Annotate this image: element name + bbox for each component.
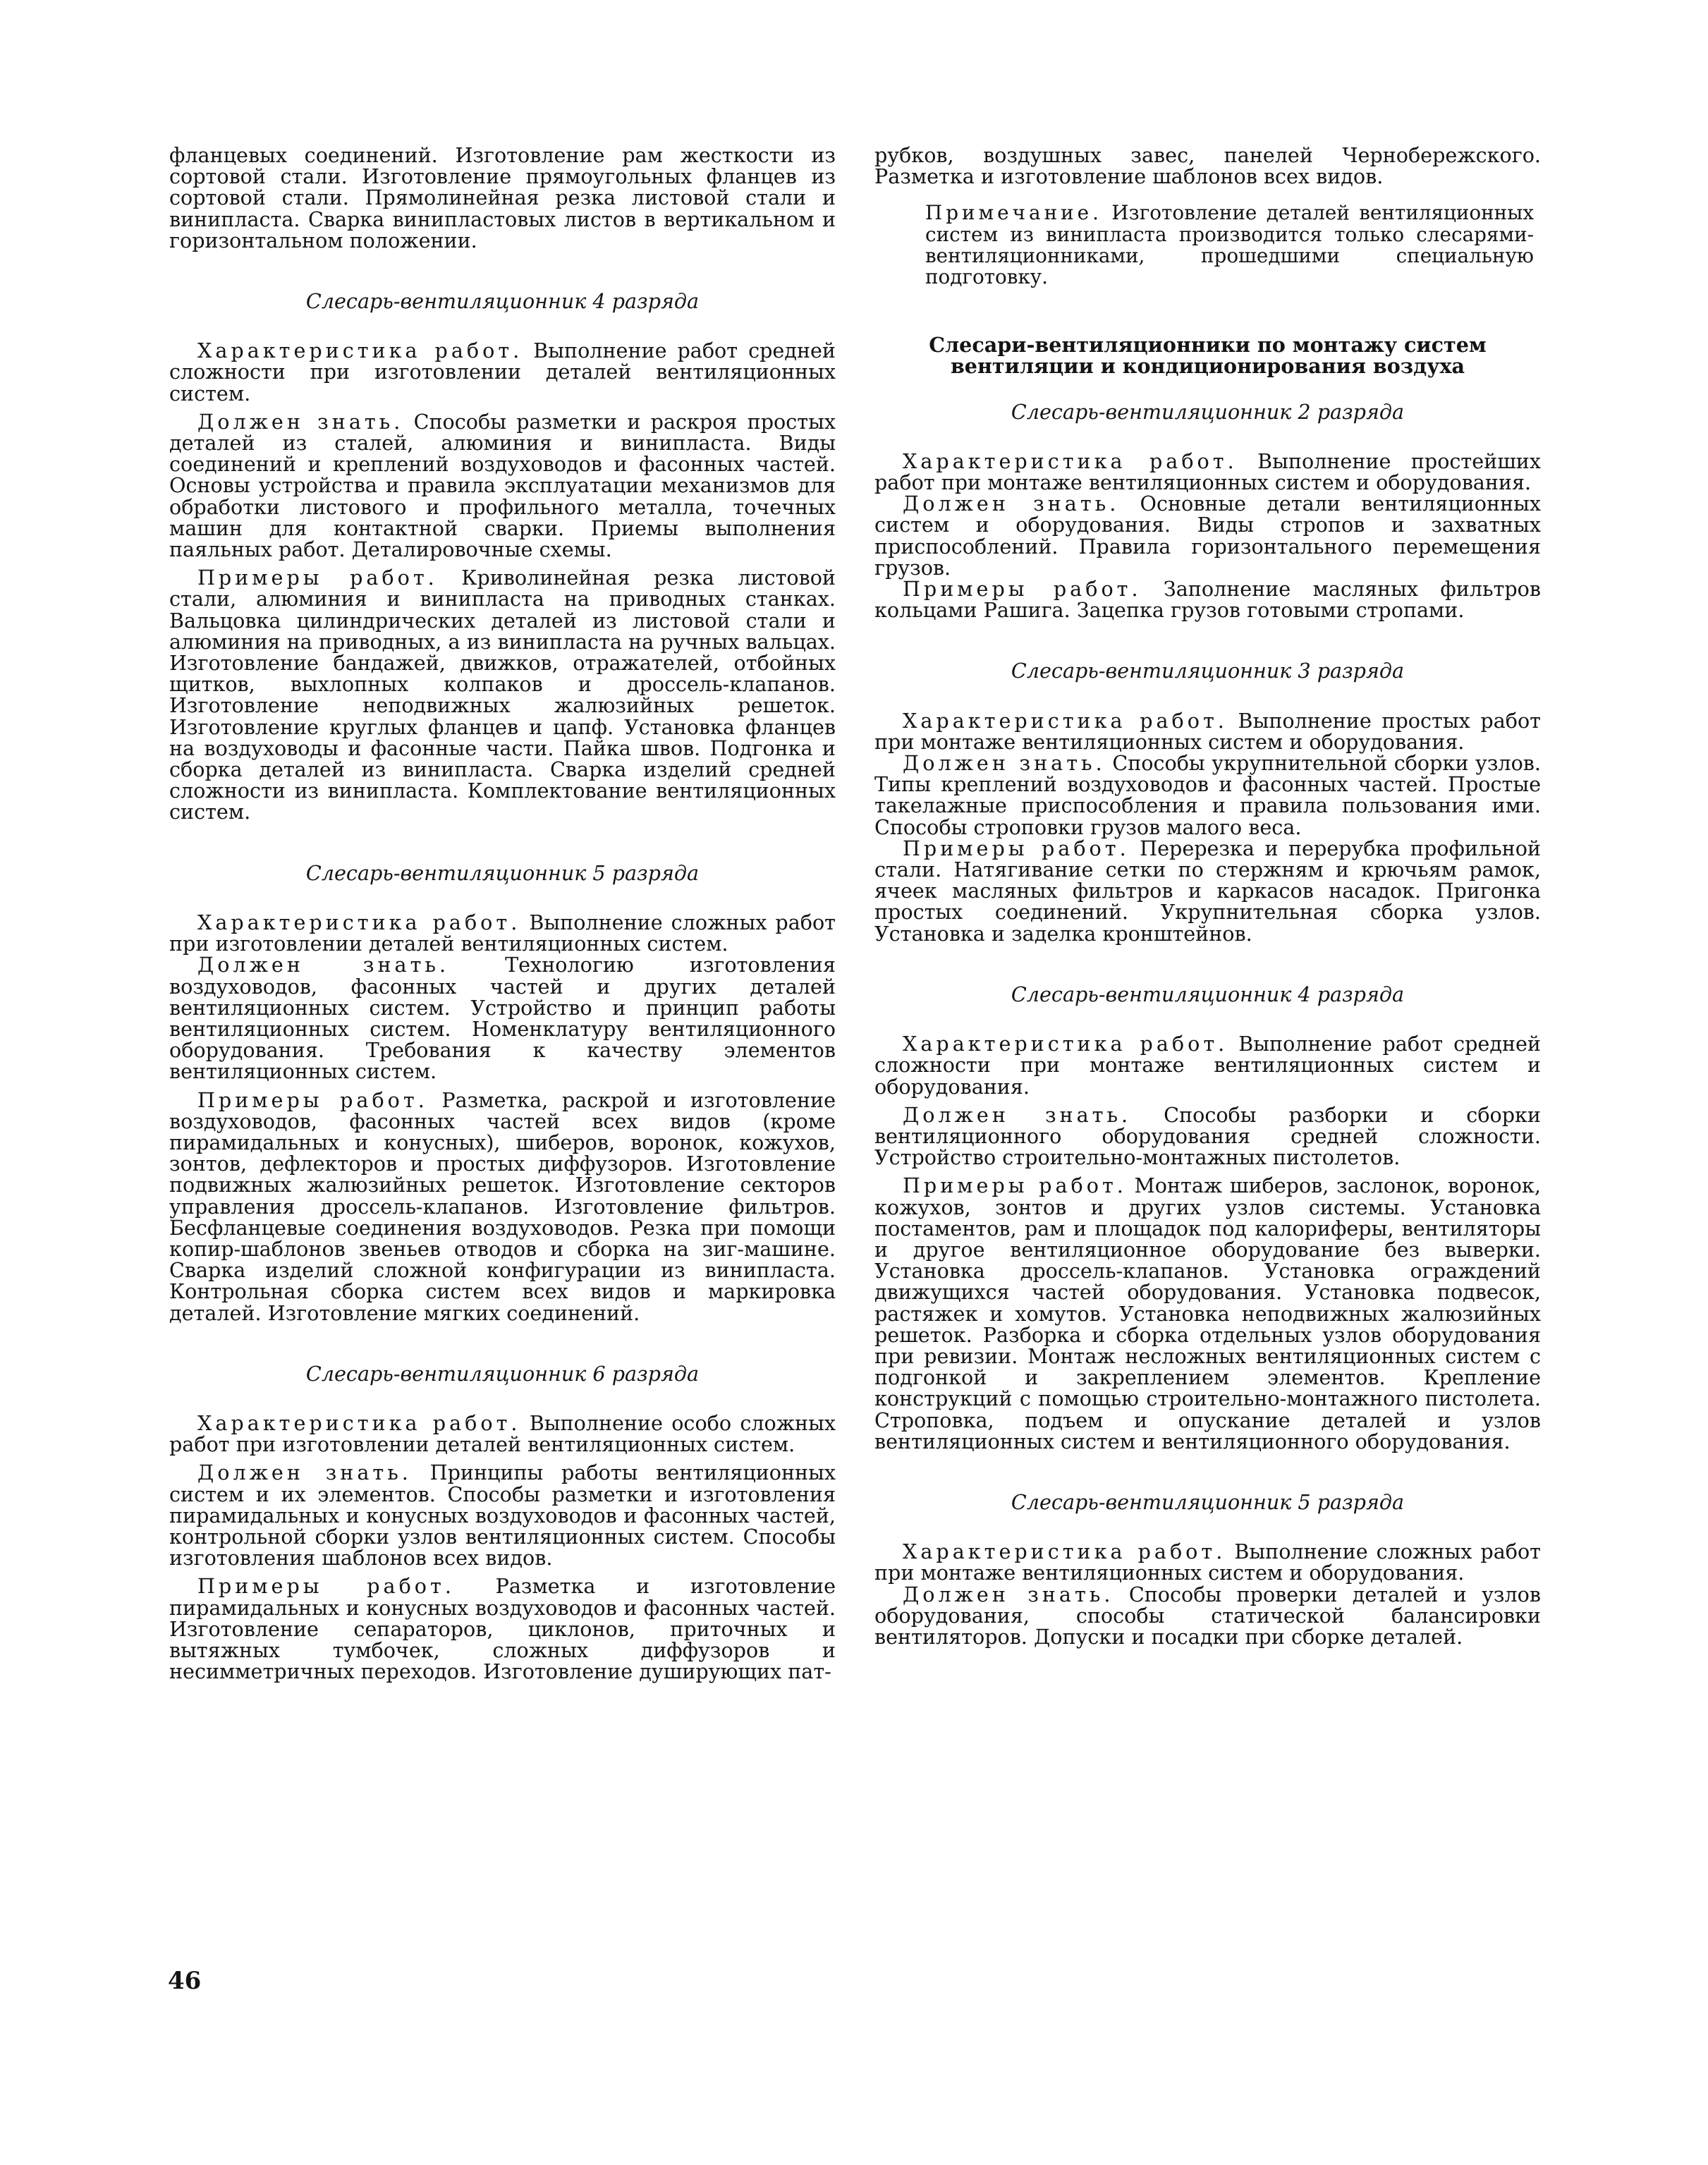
knowledge-paragraph	[874, 1104, 1541, 1169]
paragraph-text: Криволинейная резка листовой стали, алюминия и винипласта на приводных станках. Вальцовка цилиндрических деталей из листовой стали и алюминия на приводных, а из винипласта на ручных вальцах. Изготовление бандажей, движков, отражателей, отбойных щитков, выхлопных колпаков и дроссель-клапанов. Изготовление неподвижных жалюзийных решеток. Изготовление круглых фланцев и цапф. Установка фланцев на воздуховоды и фасонные части. Пайка швов. Подгонка и сборка деталей из винипласта. Сварка изделий средней сложности из винипласта. Комплектование вентиляционных систем.	[169, 566, 836, 824]
characteristics-paragraph	[169, 340, 836, 404]
characteristics-paragraph	[874, 451, 1541, 493]
knowledge-paragraph	[169, 954, 836, 1082]
knowledge-paragraph	[874, 752, 1541, 838]
examples-paragraph	[169, 1575, 836, 1682]
right-section-4	[874, 984, 1541, 1452]
paragraph-lead: Примеры работ.	[903, 577, 1142, 602]
paragraph-lead: Характеристика работ.	[903, 1539, 1226, 1564]
paragraph-lead: Должен знать.	[903, 1582, 1114, 1606]
right-section-5	[874, 1489, 1541, 1649]
section-heading: Слесарь-вентиляционник 2 разряда	[1011, 399, 1405, 424]
section-heading: Слесарь-вентиляционник 5 разряда	[1011, 1489, 1405, 1514]
paragraph-text: Выполнение особо сложных работ при изготовлении деталей вентиляционных систем.	[169, 1410, 836, 1457]
right-section-3	[874, 660, 1541, 944]
characteristics-paragraph	[874, 1033, 1541, 1097]
characteristics-paragraph	[169, 1410, 836, 1457]
characteristics-paragraph	[874, 710, 1541, 752]
note-paragraph	[874, 202, 1541, 288]
section-heading: Слесарь-вентиляционник 4 разряда	[305, 289, 700, 314]
paragraph-text: Основные детали вентиляционных систем и оборудования. Виды стропов и захватных приспособлений. Правила горизонтального перемещения грузов.	[874, 492, 1541, 580]
section-heading: Слесарь-вентиляционник 4 разряда	[1011, 982, 1405, 1006]
examples-paragraph	[169, 1087, 836, 1325]
note-text: Изготовление деталей вентиляционных систем из винипласта производится только слесарями-вентиляционниками, прошедшими специальную подготовку.	[925, 201, 1534, 289]
left-section-6	[169, 1363, 836, 1683]
paragraph-text: Способы укрупнительной сборки узлов. Типы креплений воздуховодов и фасонных частей. Простые такелажные приспособления и правила пользования ими. Способы строповки грузов малого веса.	[874, 751, 1541, 839]
section-heading: Слесарь-вентиляционник 5 разряда	[305, 860, 700, 885]
characteristics-paragraph	[169, 912, 836, 954]
characteristics-paragraph	[874, 1541, 1541, 1583]
paragraph-lead: Примеры работ.	[197, 1087, 428, 1112]
paragraph-text: Способы проверки деталей и узлов оборудования, способы статической балансировки вентиляторов. Допуски и посадки при сборке деталей.	[874, 1582, 1541, 1649]
left-column	[169, 145, 836, 1682]
paragraph-text: Способы разметки и раскроя простых деталей из сталей, алюминия и винипласта. Виды соединений и креплений воздуховодов и фасонных частей. Основы устройства и правила эксплуатации механизмов для обработки листового и профильного металла, точечных машин для контактной сварки. Приемы выполнения паяльных работ. Деталировочные схемы.	[169, 409, 836, 562]
paragraph-text: Монтаж шиберов, заслонок, воронок, кожухов, зонтов и других узлов системы. Установка постаментов, рам и площадок под калориферы, вентиляторы и другое вентиляционное оборудование без выверки. Установка дроссель-клапанов. Установка ограждений движущихся частей оборудования. Установка подвесок, растяжек и хомутов. Установка неподвижных жалюзийных решеток. Разборка и сборка отдельных узлов оборудования при ревизии. Монтаж несложных вентиляционных систем с подгонкой и закреплением элементов. Крепление конструкций с помощью строительно-монтажного пистолета. Строповка, подъем и опускание деталей и узлов вентиляционных систем и вентиляционного оборудования.	[874, 1173, 1541, 1453]
examples-paragraph	[169, 567, 836, 822]
knowledge-paragraph	[874, 493, 1541, 578]
right-section-2	[874, 401, 1541, 621]
paragraph-lead: Должен знать.	[903, 1102, 1132, 1127]
paragraph-text: Выполнение работ средней сложности при монтаже вентиляционных систем и оборудования.	[874, 1032, 1541, 1099]
paragraph-lead: Характеристика работ.	[197, 339, 523, 363]
paragraph-lead: Характеристика работ.	[903, 708, 1228, 733]
left-section-5	[169, 862, 836, 1324]
examples-paragraph	[874, 1175, 1541, 1452]
paragraph-lead: Должен знать.	[197, 1460, 412, 1485]
paragraph-lead: Примеры работ.	[197, 566, 438, 590]
paragraph-text: Заполнение масляных фильтров кольцами Рашига. Зацепка грузов готовыми стропами.	[874, 577, 1541, 623]
paragraph-lead: Примеры работ.	[903, 1173, 1127, 1198]
group-heading: Слесари-вентиляционники по монтажу систем вентиляции и кондиционирования воздуха	[929, 333, 1487, 379]
page-number: 46	[168, 1967, 202, 1995]
examples-paragraph	[874, 578, 1541, 621]
paragraph-text: Выполнение работ средней сложности при изготовлении деталей вентиляционных систем.	[169, 339, 836, 405]
knowledge-paragraph	[874, 1584, 1541, 1648]
paragraph-lead: Должен знать.	[197, 953, 450, 977]
section-heading: Слесарь-вентиляционник 6 разряда	[305, 1361, 700, 1386]
right-column	[874, 145, 1541, 1647]
knowledge-paragraph	[169, 1460, 836, 1571]
paragraph-lead: Примеры работ.	[903, 836, 1130, 860]
paragraph-text: Перерезка и перерубка профильной стали. Натягивание сетки по стержням и крючьям рамок, ячеек масляных фильтров и каркасов насадок. Пригонка простых соединений. Укрупнительная сборка узлов. Установка и заделка кронштейнов.	[874, 836, 1541, 946]
left-intro-paragraph: фланцевых соединений. Изготовление рам жесткости из сортовой стали. Изготовление прямоугольных фланцев из сортовой стали. Прямолинейная резка листовой стали и винипласта. Сварка винипластовых листов в вертикальном и горизонтальном положении.	[169, 143, 836, 252]
paragraph-lead: Должен знать.	[903, 492, 1120, 516]
section-heading: Слесарь-вентиляционник 3 разряда	[1011, 659, 1405, 683]
paragraph-text: Разметка и изготовление пирамидальных и конусных воздуховодов и фасонных частей. Изготовление сепараторов, циклонов, приточных и вытяжных тумбочек, сложных диффузоров и несимметричных переходов. Изготовление душирующих пат-	[169, 1574, 836, 1684]
paragraph-text: Разметка, раскрой и изготовление воздуховодов, фасонных частей всех видов (кроме пирамидальных и конусных), шиберов, воронок, кожухов, зонтов, дефлекторов и простых диффузоров. Изготовление подвижных жалюзийных решеток. Изготовление секторов управления дроссель-клапанов. Изготовление фильтров. Бесфланцевые соединения воздуховодов. Резка при помощи копир-шаблонов звеньев отводов и сборка на зиг-машине. Сварка изделий сложной конфигурации из винипласта. Контрольная сборка систем всех видов и маркировка деталей. Изготовление мягких соединений.	[169, 1087, 836, 1325]
paragraph-lead: Должен знать.	[903, 751, 1106, 776]
paragraph-text: Выполнение сложных работ при изготовлении деталей вентиляционных систем.	[169, 910, 836, 956]
paragraph-text: Выполнение простейших работ при монтаже вентиляционных систем и оборудования.	[874, 449, 1541, 495]
paragraph-text: Технологию изготовления воздуховодов, фасонных частей и других деталей вентиляционных систем. Устройство и принцип работы вентиляционных систем. Номенклатуру вентиляционного оборудования. Требования к качеству элементов вентиляционных систем.	[169, 953, 836, 1084]
paragraph-text: Способы разборки и сборки вентиляционного оборудования средней сложности. Устройство строительно-монтажных пистолетов.	[874, 1102, 1541, 1170]
paragraph-lead: Характеристика работ.	[903, 1032, 1228, 1056]
note-lead: Примечание.	[925, 201, 1102, 225]
paragraph-lead: Примеры работ.	[197, 1574, 455, 1599]
paragraph-lead: Характеристика работ.	[197, 910, 521, 934]
paragraph-text: Принципы работы вентиляционных систем и их элементов. Способы разметки и изготовления пирамидальных и конусных воздуховодов и фасонных частей, контрольной сборки узлов вентиляционных систем. Способы изготовления шаблонов всех видов.	[169, 1460, 836, 1571]
paragraph-text: Выполнение сложных работ при монтаже вентиляционных систем и оборудования.	[874, 1539, 1541, 1585]
knowledge-paragraph	[169, 411, 836, 560]
paragraph-lead: Должен знать.	[197, 409, 404, 434]
right-intro-paragraph: рубков, воздушных завес, панелей Чернобережского. Разметка и изготовление шаблонов всех видов.	[874, 143, 1541, 189]
paragraph-text: Выполнение простых работ при монтаже вентиляционных систем и оборудования.	[874, 708, 1541, 754]
examples-paragraph	[874, 838, 1541, 944]
paragraph-lead: Характеристика работ.	[197, 1410, 521, 1435]
paragraph-lead: Характеристика работ.	[903, 449, 1238, 473]
left-section-4	[169, 291, 836, 823]
